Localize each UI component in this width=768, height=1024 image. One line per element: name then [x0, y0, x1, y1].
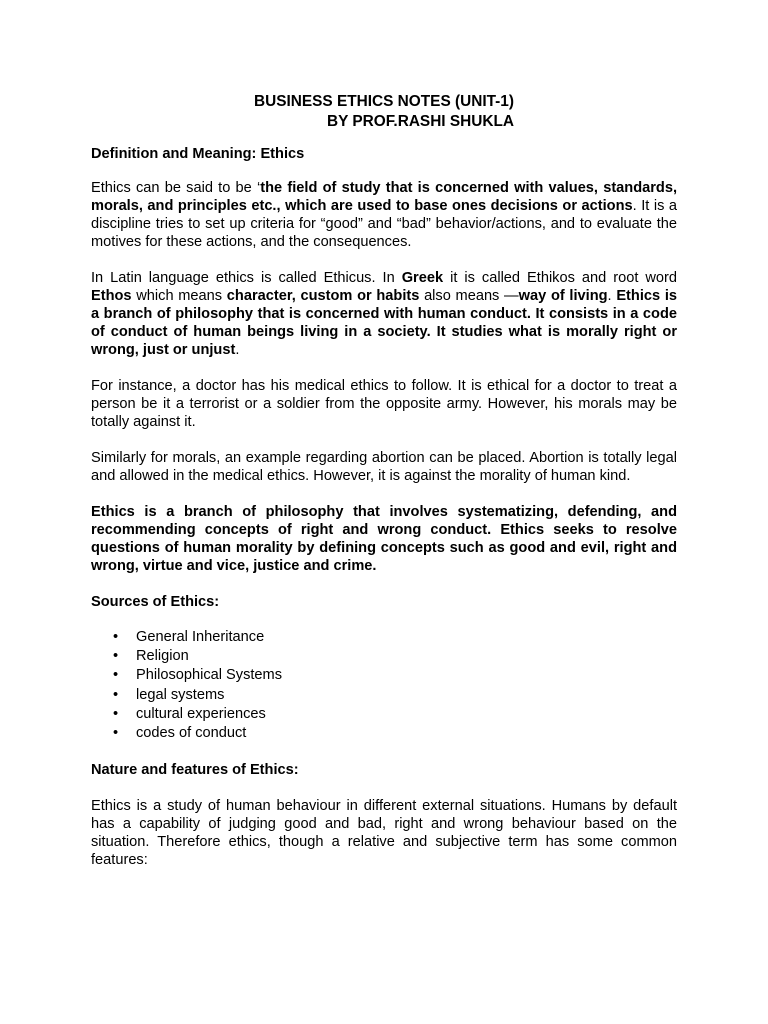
definition-paragraph-1: [91, 179, 677, 251]
list-item: [91, 724, 677, 743]
document-title: [91, 92, 677, 132]
bold-run: character, custom or habits: [226, 288, 420, 304]
bullet-icon: •: [113, 648, 119, 665]
list-item-label: codes of conduct: [136, 725, 247, 742]
bold-run: Greek: [401, 270, 444, 286]
nature-heading: Nature and features of Ethics:: [91, 762, 299, 779]
list-item-label: legal systems: [136, 686, 225, 703]
definition-paragraph-3: For instance, a doctor has his medical ethics to follow. It is ethical for a doctor to treat a person be it a terrorist or a soldier from the opposite army. However, his morals may be totally against it.: [91, 378, 677, 430]
list-item-label: Religion: [136, 648, 189, 665]
bullet-icon: •: [113, 686, 119, 703]
bullet-icon: •: [113, 667, 119, 684]
nature-paragraph-1: Ethics is a study of human behaviour in different external situations. Humans by default has a capability of judging good and bad, right and wrong behaviour based on the situation. Therefore ethics, though a relative and subjective term has some common features:: [91, 798, 677, 869]
list-item: [91, 628, 677, 647]
bold-run: the field of study that is concerned with values, standards, morals, and principles etc., which are used to base ones decisions or actions: [91, 180, 678, 214]
list-item: [91, 686, 677, 705]
bold-run: Ethics is a branch of philosophy that is concerned with human conduct. It consists in a code of conduct of human beings living in a society. It studies what is morally right or wrong, just or unjust: [91, 288, 677, 358]
bold-run: Ethos: [91, 288, 132, 304]
text-run: .: [607, 288, 617, 304]
document-page: [91, 92, 677, 887]
sources-list: [91, 628, 677, 743]
text-run: which means: [131, 288, 227, 304]
list-item: [91, 705, 677, 724]
text-run: Ethics can be said to be ‘: [91, 180, 261, 196]
text-run: In Latin language ethics is called Ethicus. In: [91, 270, 402, 286]
list-item-label: Philosophical Systems: [136, 667, 283, 684]
list-item: [91, 647, 677, 666]
text-run: .: [235, 342, 240, 358]
list-item: [91, 666, 677, 685]
list-item-label: General Inheritance: [136, 629, 265, 645]
definition-paragraph-5: [91, 503, 677, 575]
bullet-icon: •: [113, 725, 119, 742]
text-run: it is called Ethikos and root word: [443, 270, 677, 286]
definition-paragraph-4: Similarly for morals, an example regarding abortion can be placed. Abortion is totally legal and allowed in the medical ethics. However, it is against the morality of human kind.: [91, 450, 677, 484]
list-item-label: cultural experiences: [136, 705, 266, 722]
text-run: . It is a discipline tries to set up criteria for “good” and “bad” behavior/actions, and to evaluate the motives for these actions, and the consequences.: [91, 198, 678, 250]
bullet-icon: •: [113, 629, 119, 645]
sources-heading: Sources of Ethics:: [91, 594, 220, 610]
bullet-icon: •: [113, 705, 119, 722]
title-line-1: BUSINESS ETHICS NOTES (UNIT-1): [254, 93, 514, 110]
bold-run: Ethics is a branch of philosophy that involves systematizing, defending, and recommending concepts of right and wrong conduct. Ethics seeks to resolve questions of human morality by defining concepts such as good and evil, right and wrong, virtue and vice, justice and crime.: [91, 504, 677, 574]
text-run: also means —: [419, 288, 519, 304]
bold-run: way of living: [518, 288, 608, 304]
title-line-2: BY PROF.RASHI SHUKLA: [327, 113, 514, 130]
definition-heading: Definition and Meaning: Ethics: [91, 146, 305, 162]
definition-paragraph-2: [91, 269, 677, 359]
